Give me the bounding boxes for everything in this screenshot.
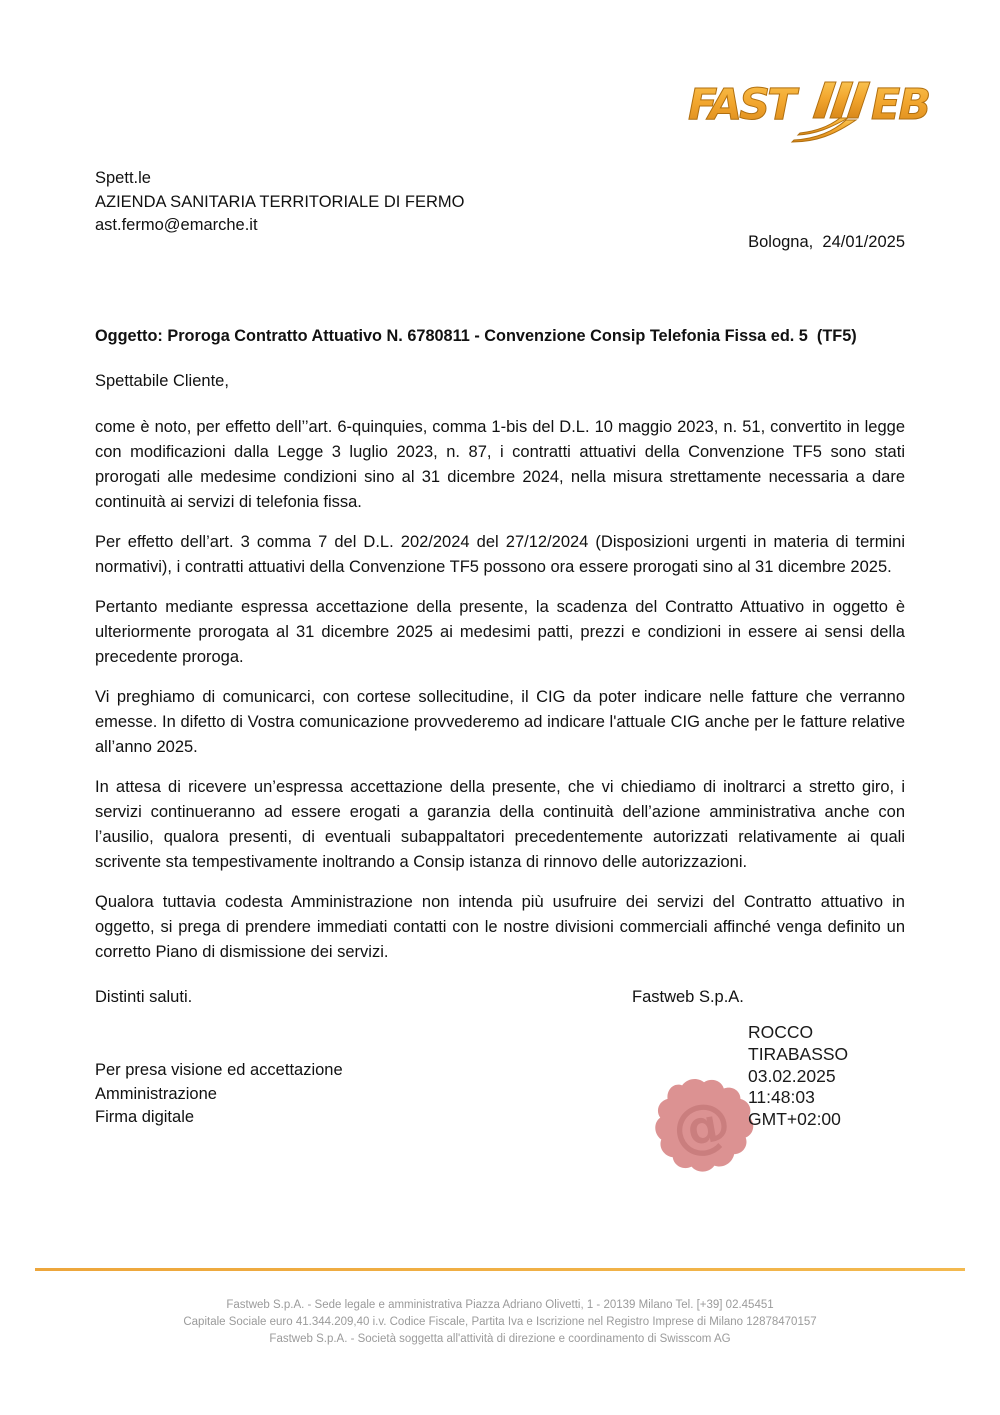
letter-body — [95, 415, 905, 980]
closing-salutation: Distinti saluti. — [95, 988, 193, 1006]
signature-time: 11:48:03 — [748, 1087, 815, 1108]
stamp-at-glyph: @ — [666, 1087, 737, 1165]
body-paragraph-4: Vi preghiamo di comunicarci, con cortese sollecitudine, il CIG da poter indicare nelle fatture che verranno emesse. In difetto di Vostra comunicazione provvederemo ad indicare l'attuale CIG anche per le fatture relative all’anno 2025. — [95, 688, 905, 756]
acceptance-line-2: Amministrazione — [95, 1084, 217, 1103]
recipient-name: AZIENDA SANITARIA TERRITORIALE DI FERMO — [95, 192, 465, 211]
signature-name-line-2: TIRABASSO — [748, 1043, 849, 1064]
acceptance-line-3: Firma digitale — [95, 1108, 195, 1126]
body-paragraph-2: Per effetto dell’art. 3 comma 7 del D.L. 202/2024 del 27/12/2024 (Disposizioni urgenti in materia di termini normativi), i contratti attuativi della Convenzione TF5 possono ora essere prorogati sino al 31 dicembre 2025. — [95, 533, 905, 576]
signature-name-line-1: ROCCO — [748, 1022, 814, 1042]
logo-w-strokes — [792, 82, 870, 142]
dateline: Bologna, 24/01/2025 — [748, 233, 905, 251]
signature-date: 03.02.2025 — [748, 1065, 836, 1086]
recipient-email: ast.fermo@emarche.it — [95, 216, 258, 234]
body-paragraph-6: Qualora tuttavia codesta Amministrazione non intenda più usufruire dei servizi del Contratto attuativo in oggetto, si prega di prendere immediati contatti con le nostre divisioni commerciali affinché venga definito un corretto Piano di dismissione dei servizi. — [95, 893, 905, 961]
footer-line-2: Capitale Sociale euro 41.344.209,40 i.v. Codice Fiscale, Partita Iva e Iscrizione nel Registro Imprese di Milano 12878470157 — [183, 1316, 817, 1328]
footer-accent-rule — [35, 1268, 965, 1271]
recipient-block — [95, 167, 465, 238]
company-signoff: Fastweb S.p.A. — [632, 988, 744, 1006]
subject-line: Oggetto: Proroga Contratto Attuativo N. 6780811 - Convenzione Consip Telefonia Fissa ed. 5 (TF5) — [95, 327, 857, 345]
logo-text-eb: EB — [871, 80, 930, 130]
footer-line-3: Fastweb S.p.A. - Società soggetta all'attività di direzione e coordinamento di Swisscom AG — [269, 1333, 731, 1345]
digital-signature-block — [748, 1022, 848, 1131]
logo-text-fast: FAST — [688, 80, 794, 130]
footer-line-1: Fastweb S.p.A. - Sede legale e amministrativa Piazza Adriano Olivetti, 1 - 20139 Milano Tel. [+39] 02.45451 — [226, 1299, 774, 1311]
acceptance-line-1: Per presa visione ed accettazione — [95, 1061, 343, 1079]
fastweb-logo — [688, 72, 950, 144]
acceptance-block — [95, 1059, 343, 1130]
fastweb-logo-icon — [688, 72, 950, 144]
body-paragraph-5: In attesa di ricevere un’espressa accettazione della presente, che vi chiediamo di inoltrarci a stretto giro, i servizi continueranno ad essere erogati a garanzia della continuità dell’azione amministrativa anche con l’ausilio, qualora presenti, di eventuali subappaltatori precedentemente autorizzati relativamente ai quali scrivente sta tempestivamente inoltrando a Consip istanza di rinnovo delle autorizzazioni. — [95, 778, 905, 871]
body-paragraph-3: Pertanto mediante espressa accettazione della presente, la scadenza del Contratto Attuativo in oggetto è ulteriormente prorogata al 31 dicembre 2025 ai medesimi patti, prezzi e condizioni in essere ai sensi della precedente proroga. — [95, 598, 905, 666]
greeting: Spettabile Cliente, — [95, 372, 229, 390]
footer — [0, 1297, 1000, 1348]
body-paragraph-1: come è noto, per effetto dell’’art. 6-quinquies, comma 1-bis del D.L. 10 maggio 2023, n. 51, convertito in legge con modificazioni dalla Legge 3 luglio 2023, n. 87, i contratti attuativi della Convenzione TF5 sono stati prorogati alle medesime condizioni sino al 31 dicembre 2024, nella misura strettamente necessaria a dare continuità ai servizi di telefonia fissa. — [95, 418, 905, 511]
digital-signature-stamp-icon — [650, 1076, 758, 1176]
signature-timezone: GMT+02:00 — [748, 1109, 841, 1130]
recipient-salutation: Spett.le — [95, 169, 151, 187]
